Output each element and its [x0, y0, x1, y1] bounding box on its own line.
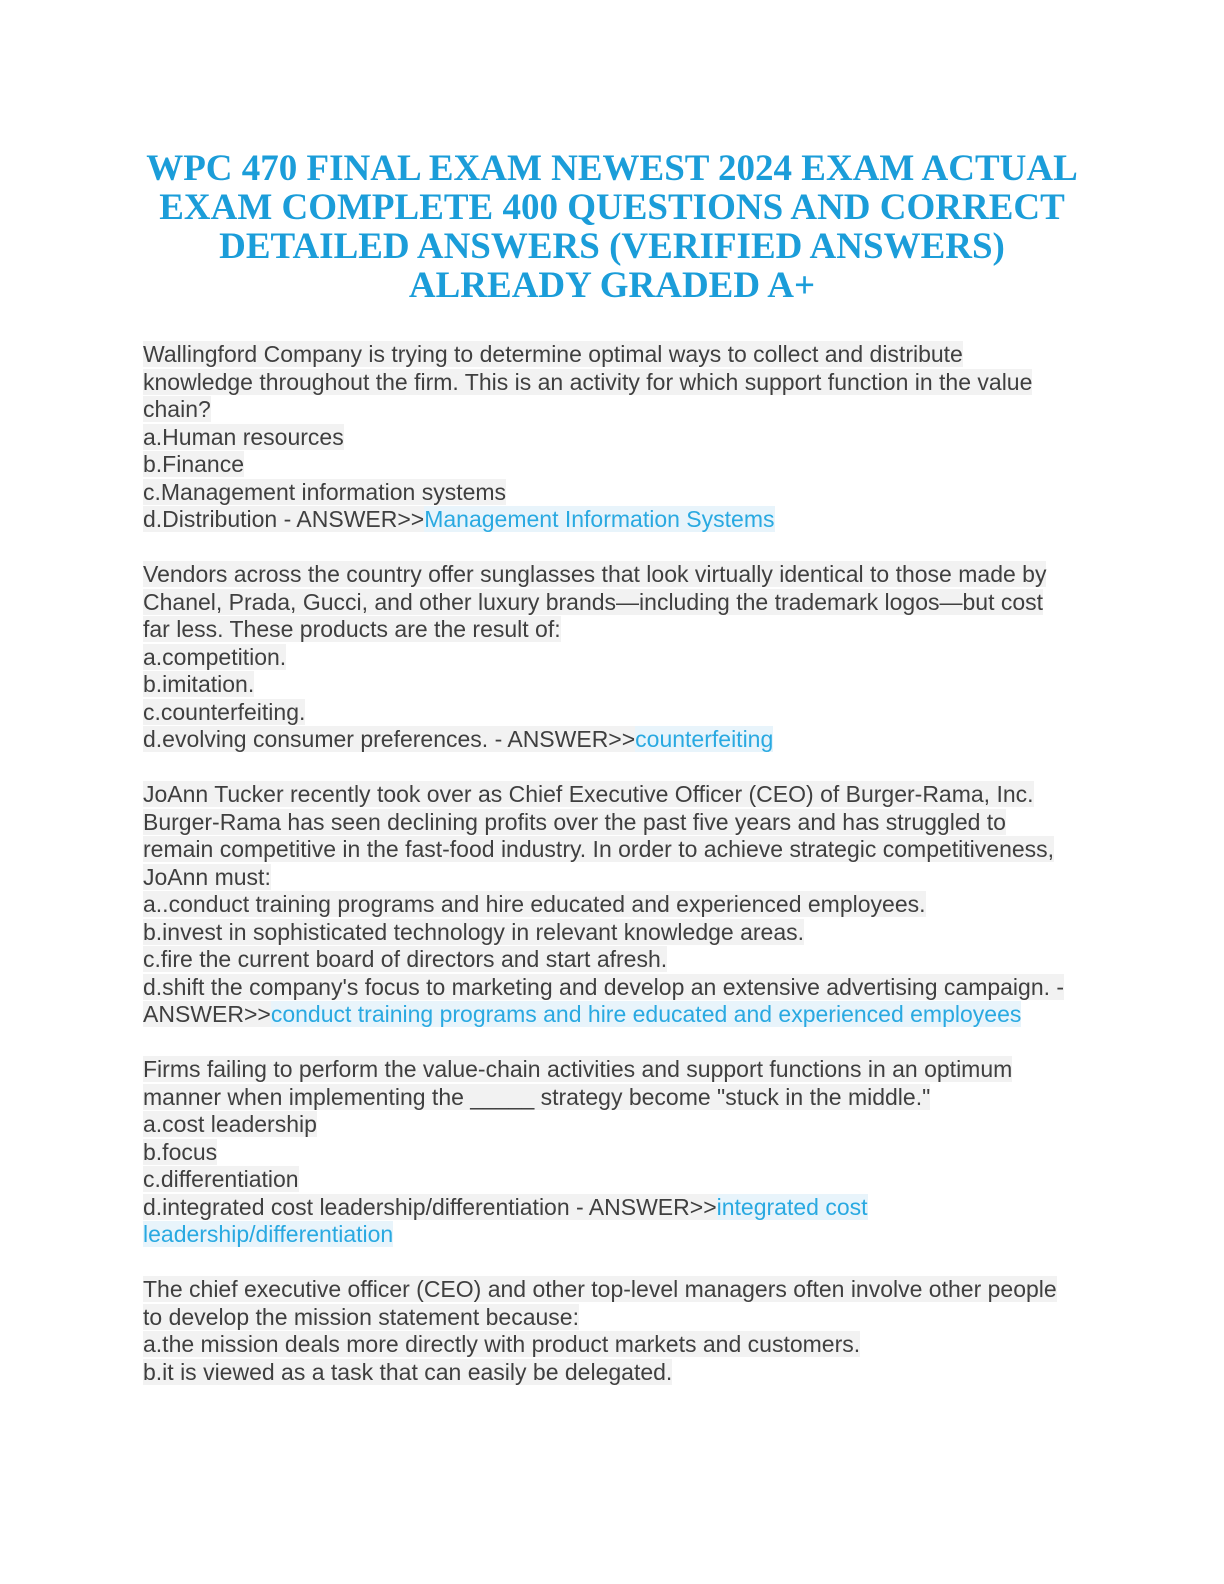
- option-text: c.counterfeiting.: [143, 698, 306, 725]
- option-text: a.cost leadership: [143, 1111, 317, 1137]
- option-text: d.shift the company's focus to marketing and develop an extensive advertising campaign.: [143, 973, 1051, 1000]
- answer-marker: - ANSWER>>: [488, 726, 636, 752]
- answer-option: [143, 699, 1073, 727]
- question-stem-text: JoAnn Tucker recently took over as Chief Executive Officer (CEO) of Burger-Rama, Inc. Burger-Rama has seen declining profits over the past five years and has struggled to remain competitive in the fast-food industry. In order to achieve strategic competitiveness, JoAnn must:: [143, 781, 1055, 890]
- answer-option: [143, 644, 1073, 672]
- document-title-line: WPC 470 FINAL EXAM NEWEST 2024 EXAM ACTUAL: [146, 148, 1078, 189]
- document-title-line: EXAM COMPLETE 400 QUESTIONS AND CORRECT: [159, 187, 1065, 228]
- question-stem-text: Wallingford Company is trying to determine optimal ways to collect and distribute knowledge throughout the firm. This is an activity for which support function in the value chain?: [143, 341, 1033, 422]
- question-block: [143, 781, 1073, 1029]
- option-text: c.Management information systems: [143, 478, 507, 505]
- answer-option: [143, 919, 1073, 947]
- question-stem-text: The chief executive officer (CEO) and other top-level managers often involve other people to develop the mission statement because:: [143, 1276, 1057, 1330]
- answer-marker: - ANSWER>>: [277, 506, 425, 532]
- answer-option: [143, 479, 1073, 507]
- document-title-line: DETAILED ANSWERS (VERIFIED ANSWERS): [219, 226, 1005, 267]
- option-text: a..conduct training programs and hire educated and experienced employees.: [143, 891, 926, 917]
- question-block: [143, 1056, 1073, 1249]
- answer-marker: - ANSWER>>: [569, 1193, 717, 1220]
- option-text: b.imitation.: [143, 671, 255, 697]
- question-stem: [143, 1056, 1073, 1111]
- option-text: d.evolving consumer preferences.: [143, 726, 489, 752]
- question-stem: [143, 1276, 1073, 1331]
- answer-option: [143, 1166, 1073, 1194]
- answer-line: [143, 506, 1073, 534]
- answer-line: [143, 974, 1073, 1029]
- option-text: a.Human resources: [143, 423, 344, 450]
- correct-answer: Management Information Systems: [424, 506, 775, 532]
- question-stem: [143, 561, 1073, 644]
- correct-answer: counterfeiting: [635, 726, 774, 752]
- answer-marker: - ANSWER>>: [143, 973, 1065, 1027]
- question-stem-text: Vendors across the country offer sunglasses that look virtually identical to those made by Chanel, Prada, Gucci, and other luxury brands—including the trademark logos—but cost far less. These products are the result of:: [143, 561, 1047, 642]
- document-title-line: ALREADY GRADED A+: [408, 265, 816, 306]
- answer-option: [143, 1111, 1073, 1139]
- document-title: [143, 149, 1081, 305]
- answer-option: [143, 946, 1073, 974]
- answer-option: [143, 1139, 1073, 1167]
- correct-answer: integrated cost leadership/differentiation: [143, 1193, 868, 1247]
- option-text: d.integrated cost leadership/differentiation: [143, 1193, 570, 1220]
- answer-option: [143, 424, 1073, 452]
- option-text: b.invest in sophisticated technology in relevant knowledge areas.: [143, 918, 805, 945]
- question-stem: [143, 341, 1073, 424]
- option-text: b.Finance: [143, 451, 245, 477]
- option-text: a.the mission deals more directly with product markets and customers.: [143, 1331, 861, 1357]
- answer-line: [143, 726, 1073, 754]
- answer-option: [143, 1331, 1073, 1359]
- answer-option: [143, 891, 1073, 919]
- option-text: b.focus: [143, 1138, 218, 1165]
- question-stem-text: Firms failing to perform the value-chain activities and support functions in an optimum manner when implementing the _____ strategy become "stuck in the middle.": [143, 1056, 1013, 1110]
- question-block: [143, 1276, 1073, 1386]
- question-block: [143, 341, 1073, 534]
- answer-option: [143, 451, 1073, 479]
- correct-answer: conduct training programs and hire educated and experienced employees: [270, 1001, 1022, 1027]
- answer-option: [143, 671, 1073, 699]
- question-stem: [143, 781, 1073, 891]
- question-block: [143, 561, 1073, 754]
- option-text: c.fire the current board of directors and start afresh.: [143, 946, 668, 972]
- option-text: b.it is viewed as a task that can easily be delegated.: [143, 1358, 673, 1385]
- answer-option: [143, 1359, 1073, 1387]
- option-text: d.Distribution: [143, 506, 278, 532]
- answer-line: [143, 1194, 1073, 1249]
- option-text: c.differentiation: [143, 1166, 299, 1192]
- option-text: a.competition.: [143, 643, 287, 670]
